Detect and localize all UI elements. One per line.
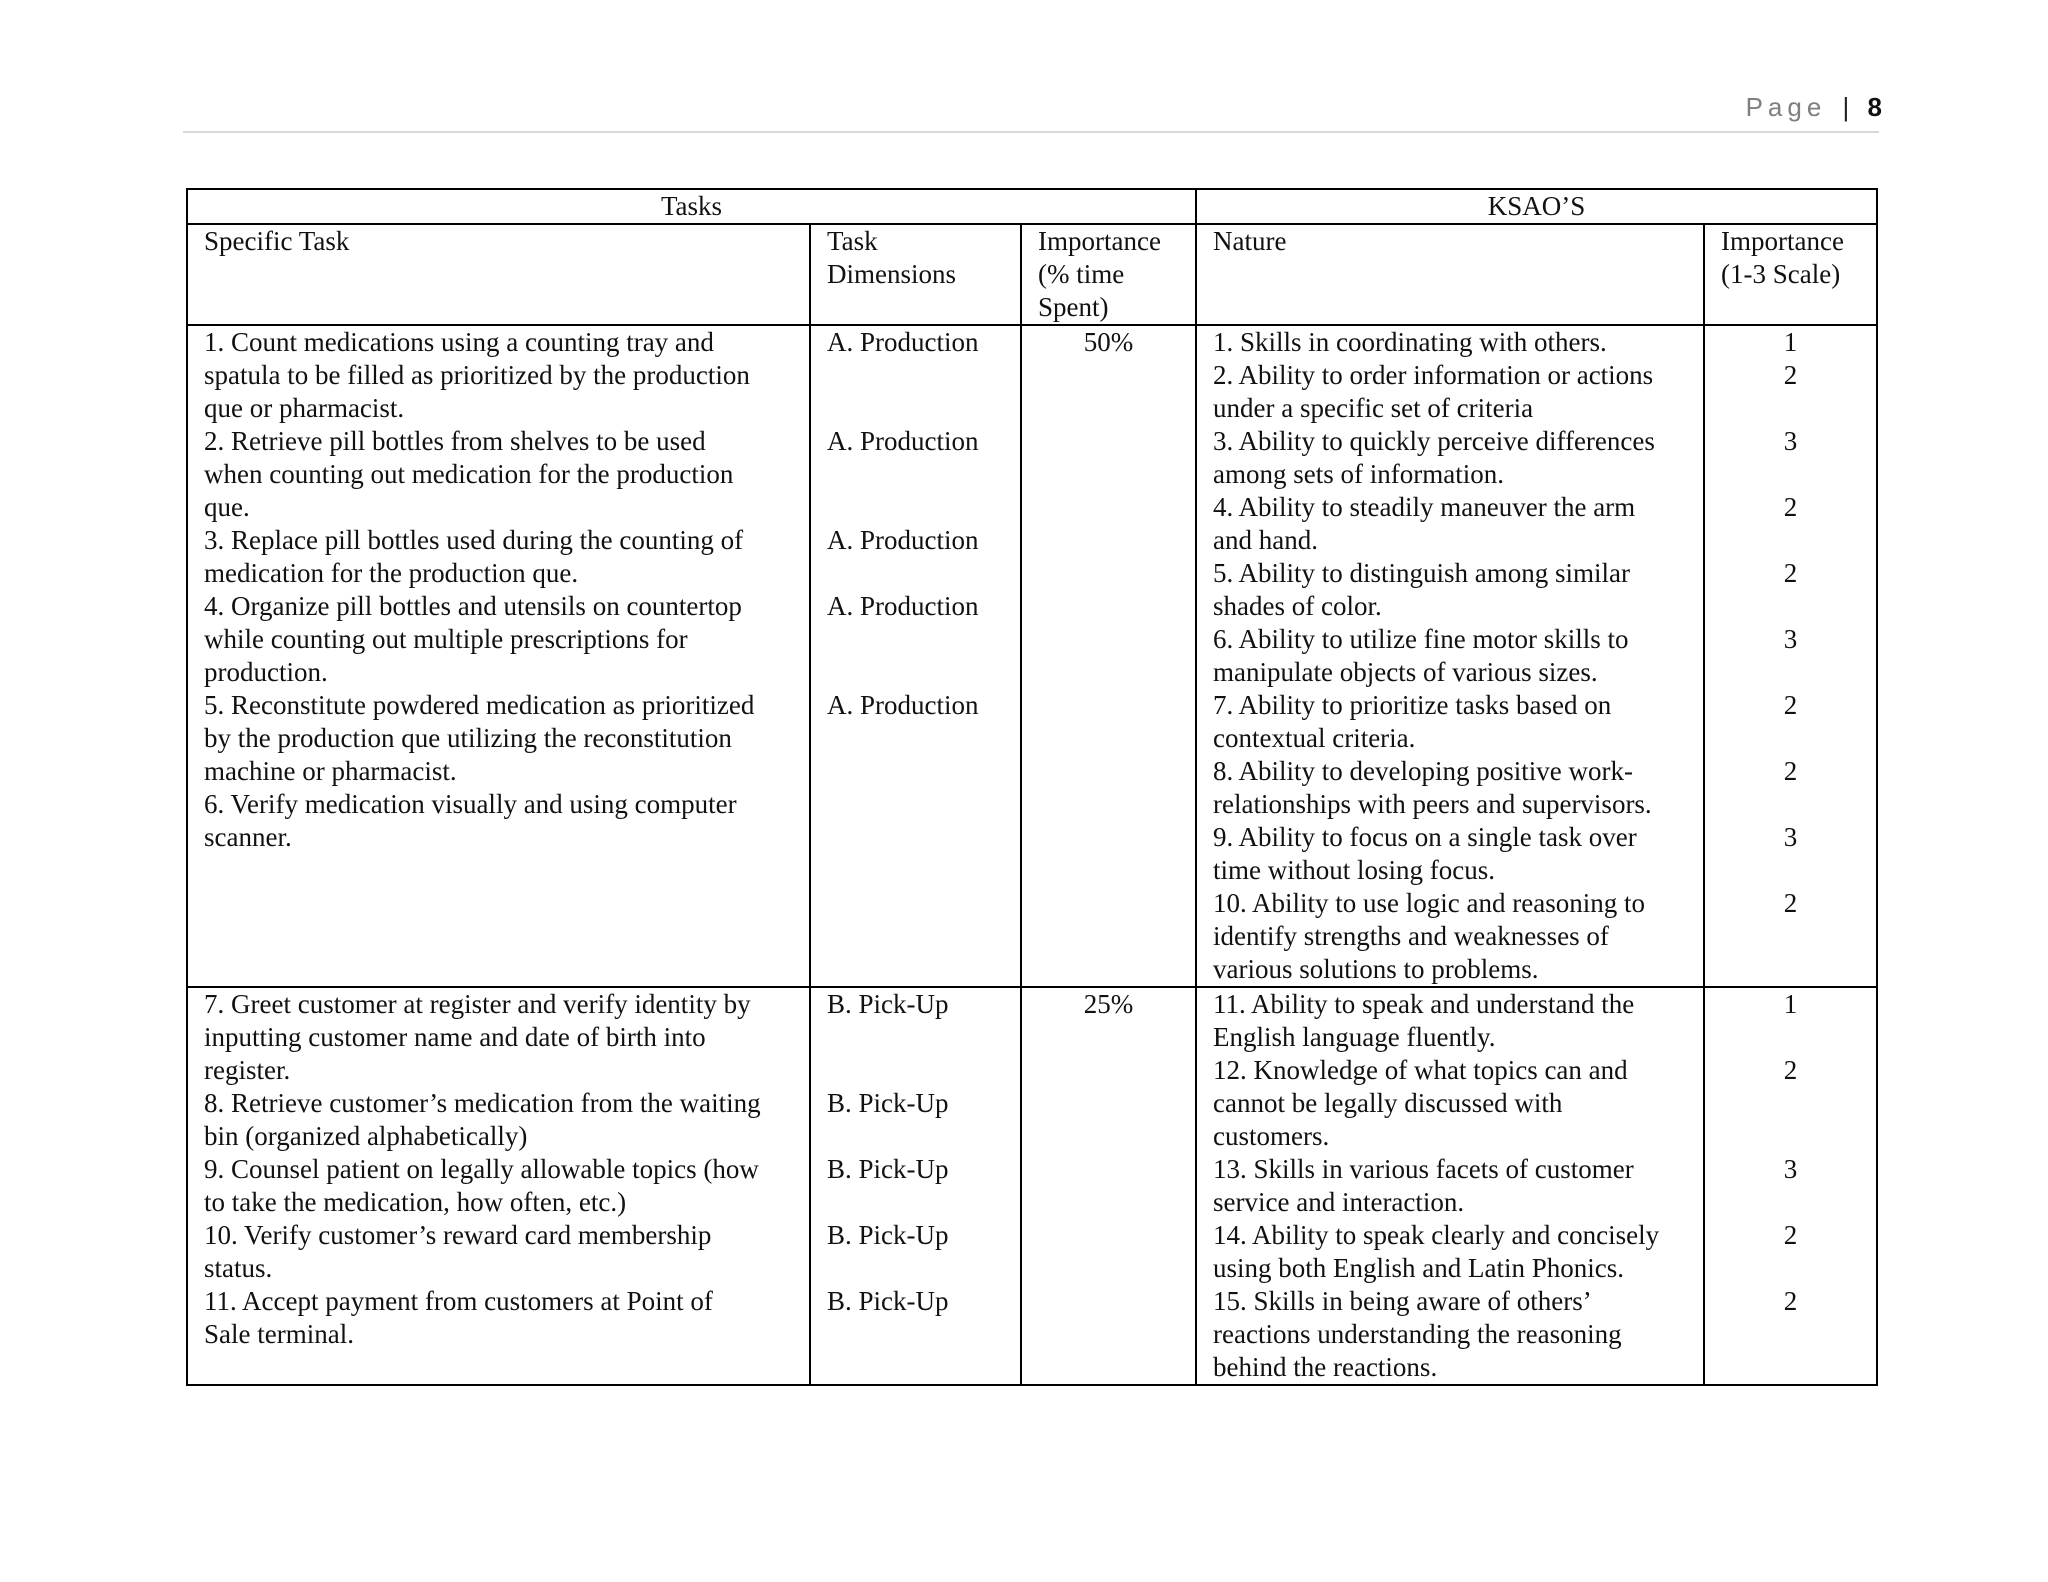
importance-time-header: Importance (% time Spent) [1021,224,1196,325]
importance-scale-cell [1704,987,1877,1385]
cell-line: 3 [1783,822,1798,852]
cell-line [827,623,1020,656]
cell-line: 1 [1783,989,1798,1019]
cell-line: 12. Knowledge of what topics can and [1213,1055,1628,1085]
cell-line: English language fluently. [1213,1022,1496,1052]
cell-line: scanner. [204,822,292,852]
cell-line: 7. Ability to prioritize tasks based on [1213,690,1612,720]
page-separator: | [1842,92,1850,122]
cell-line: and hand. [1213,525,1318,555]
cell-line: using both English and Latin Phonics. [1213,1253,1625,1283]
cell-line: B. Pick-Up [827,1286,949,1316]
cell-line [1705,458,1876,491]
task-dimensions-cell [810,987,1021,1385]
cell-line: 2 [1783,1220,1798,1250]
cell-line: 10. Ability to use logic and reasoning to [1213,888,1645,918]
tasks-group-header: Tasks [187,189,1196,224]
ksaos-group-header: KSAO’S [1196,189,1877,224]
cell-line: 15. Skills in being aware of others’ [1213,1286,1592,1316]
cell-line: 3. Replace pill bottles used during the counting of [204,525,744,555]
cell-line: among sets of information. [1213,459,1504,489]
cell-line: 9. Ability to focus on a single task over [1213,822,1637,852]
cell-line: relationships with peers and supervisors. [1213,789,1652,819]
cell-line: 2 [1783,360,1798,390]
cell-line: 11. Accept payment from customers at Point of [204,1286,713,1316]
cell-line: when counting out medication for the production [204,459,734,489]
cell-line [1705,656,1876,689]
section-row-production [187,325,1877,987]
cell-line: 2 [1783,690,1798,720]
cell-line: by the production que utilizing the reconstitution [204,723,732,753]
cell-line: 8. Ability to developing positive work- [1213,756,1633,786]
cell-line: 10. Verify customer’s reward card membership [204,1220,712,1250]
cell-line: 8. Retrieve customer’s medication from the waiting [204,1088,761,1118]
ksao-table [186,188,1878,1386]
cell-line: A. Production [827,426,979,456]
cell-line: time without losing focus. [1213,855,1495,885]
cell-line [827,491,1020,524]
cell-line: 6. Verify medication visually and using computer [204,789,737,819]
cell-line: under a specific set of criteria [1213,393,1534,423]
cell-line: Sale terminal. [204,1319,354,1349]
cell-line: 2 [1783,1055,1798,1085]
cell-line: B. Pick-Up [827,1220,949,1250]
cell-line: customers. [1213,1121,1330,1151]
cell-line: que. [204,492,250,522]
cell-line: medication for the production que. [204,558,579,588]
cell-line [1705,1186,1876,1219]
cell-line [1705,524,1876,557]
cell-line: 14. Ability to speak clearly and concisely [1213,1220,1660,1250]
cell-line [827,557,1020,590]
cell-line: 5. Reconstitute powdered medication as prioritized [204,690,755,720]
cell-line: 3 [1783,426,1798,456]
cell-line: to take the medication, how often, etc.) [204,1187,627,1217]
cell-line: 1. Count medications using a counting tray and [204,327,714,357]
cell-line: production. [204,657,328,687]
page-header [1746,92,1882,123]
cell-line: A. Production [827,525,979,555]
importance-time-cell: 25% [1021,987,1196,1385]
specific-task-cell [187,987,810,1385]
cell-line [1705,854,1876,887]
cell-line: machine or pharmacist. [204,756,457,786]
cell-line: behind the reactions. [1213,1352,1438,1382]
importance-scale-header: Importance (1-3 Scale) [1704,224,1877,325]
cell-line: cannot be legally discussed with [1213,1088,1563,1118]
page-number: 8 [1867,92,1882,122]
cell-line: 2. Retrieve pill bottles from shelves to be used [204,426,706,456]
cell-line: 3 [1783,1154,1798,1184]
cell-line: 7. Greet customer at register and verify identity by [204,989,751,1019]
specific-task-header: Specific Task [187,224,810,325]
cell-line: 6. Ability to utilize fine motor skills to [1213,624,1629,654]
cell-line: shades of color. [1213,591,1382,621]
cell-line: A. Production [827,690,979,720]
cell-line: 2 [1783,558,1798,588]
cell-line: various solutions to problems. [1213,954,1539,984]
group-header-row [187,189,1877,224]
cell-line [827,1054,1020,1087]
importance-scale-cell [1704,325,1877,987]
cell-line: status. [204,1253,273,1283]
cell-line: 9. Counsel patient on legally allowable topics (how [204,1154,759,1184]
nature-header: Nature [1196,224,1704,325]
cell-line [827,458,1020,491]
cell-line [1705,1120,1876,1153]
page-label: Page [1745,92,1827,122]
cell-line: spatula to be filled as prioritized by the production [204,360,750,390]
task-dimensions-cell [810,325,1021,987]
cell-line [827,1252,1020,1285]
cell-line: 4. Organize pill bottles and utensils on countertop [204,591,742,621]
cell-line: contextual criteria. [1213,723,1416,753]
cell-line: bin (organized alphabetically) [204,1121,528,1151]
cell-line [1705,1087,1876,1120]
cell-line: 2 [1783,1286,1798,1316]
cell-line [827,359,1020,392]
cell-line: A. Production [827,591,979,621]
cell-line: 4. Ability to steadily maneuver the arm [1213,492,1636,522]
cell-line: 1 [1783,327,1798,357]
nature-cell [1196,325,1704,987]
column-header-row [187,224,1877,325]
cell-line [827,1186,1020,1219]
cell-line [827,1021,1020,1054]
cell-line: 2. Ability to order information or actions [1213,360,1654,390]
cell-line: B. Pick-Up [827,1154,949,1184]
header-rule [183,131,1879,133]
cell-line [827,392,1020,425]
cell-line: B. Pick-Up [827,989,949,1019]
cell-line [1705,1021,1876,1054]
cell-line: identify strengths and weaknesses of [1213,921,1609,951]
cell-line: 2 [1783,756,1798,786]
cell-line: 2 [1783,888,1798,918]
cell-line: reactions understanding the reasoning [1213,1319,1622,1349]
task-dimensions-header: Task Dimensions [810,224,1021,325]
importance-time-cell: 50% [1021,325,1196,987]
cell-line: B. Pick-Up [827,1088,949,1118]
cell-line: while counting out multiple prescriptions for [204,624,688,654]
cell-line: 5. Ability to distinguish among similar [1213,558,1631,588]
cell-line: inputting customer name and date of birth into [204,1022,706,1052]
nature-cell [1196,987,1704,1385]
specific-task-cell [187,325,810,987]
cell-line [1705,1252,1876,1285]
cell-line: 1. Skills in coordinating with others. [1213,327,1607,357]
cell-line: 2 [1783,492,1798,522]
cell-line: 11. Ability to speak and understand the [1213,989,1635,1019]
cell-line: 13. Skills in various facets of customer [1213,1154,1634,1184]
section-row-pickup [187,987,1877,1385]
cell-line [1705,722,1876,755]
cell-line [827,656,1020,689]
cell-line: 3. Ability to quickly perceive differences [1213,426,1655,456]
cell-line: register. [204,1055,291,1085]
cell-line [1705,788,1876,821]
cell-line: service and interaction. [1213,1187,1465,1217]
cell-line [1705,590,1876,623]
cell-line: manipulate objects of various sizes. [1213,657,1598,687]
cell-line: A. Production [827,327,979,357]
cell-line [1705,392,1876,425]
cell-line: que or pharmacist. [204,393,405,423]
cell-line [827,1120,1020,1153]
cell-line: 3 [1783,624,1798,654]
